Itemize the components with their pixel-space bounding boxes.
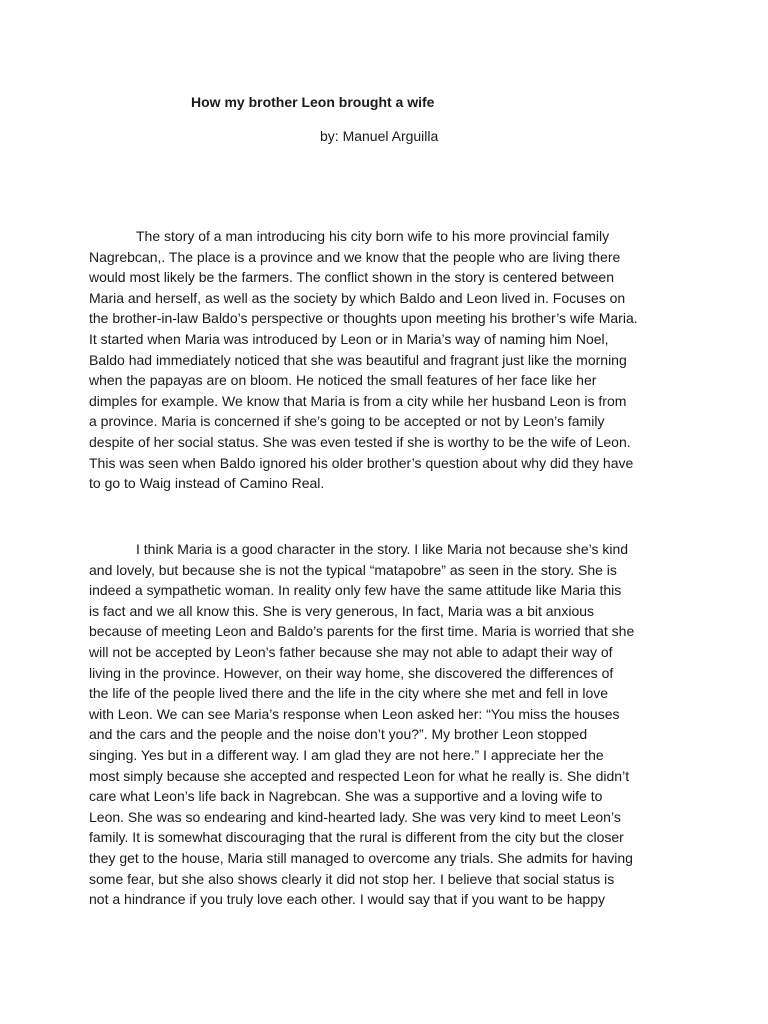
paragraph-line: the life of the people lived there and the life in the city where she met and fell in love	[89, 685, 609, 702]
paragraph-line: when the papayas are on bloom. He noticed the small features of her face like her	[89, 372, 597, 389]
document-title: How my brother Leon brought a wife	[191, 94, 435, 110]
paragraph-line: Leon. She was so endearing and kind-hearted lady. She was very kind to meet Leon’s	[89, 808, 621, 825]
paragraph-line: This was seen when Baldo ignored his older brother’s question about why did they have	[89, 454, 634, 471]
paragraph-line: most simply because she accepted and respected Leon for what he really is. She didn’t	[89, 767, 630, 784]
paragraph-line: because of meeting Leon and Baldo’s parents for the first time. Maria is worried that she	[89, 623, 635, 640]
paragraph-line: to go to Waig instead of Camino Real.	[89, 475, 325, 492]
paragraph-line: Nagrebcan,. The place is a province and we know that the people who are living there	[89, 248, 621, 265]
paragraph-line: and the cars and the people and the noise don’t you?”. My brother Leon stopped	[89, 726, 588, 743]
paragraph-line: and lovely, but because she is not the typical “matapobre” as seen in the story. She is	[89, 561, 617, 578]
paragraph-line: a province. Maria is concerned if she’s going to be accepted or not by Leon’s family	[89, 413, 605, 430]
paragraph-1	[89, 226, 638, 494]
paragraph-line: The story of a man introducing his city born wife to his more provincial family	[136, 228, 610, 244]
paragraph-line: care what Leon’s life back in Nagrebcan. She was a supportive and a loving wife to	[89, 788, 603, 805]
paragraph-line: dimples for example. We know that Maria is from a city while her husband Leon is from	[89, 392, 627, 409]
paragraph-line: despite of her social status. She was even tested if she is worthy to be the wife of Leon.	[89, 433, 631, 450]
paragraph-line: living in the province. However, on their way home, she discovered the differences of	[89, 664, 614, 681]
paragraph-line: will not be accepted by Leon’s father because she may not able to adapt their way of	[89, 643, 613, 660]
paragraph-line: indeed a sympathetic woman. In reality only few have the same attitude like Maria this	[89, 582, 622, 599]
paragraph-line: singing. Yes but in a different way. I am glad they are not here.” I appreciate her the	[89, 746, 604, 763]
paragraph-line: It started when Maria was introduced by Leon or in Maria’s way of naming him Noel,	[89, 330, 609, 347]
paragraph-line: Baldo had immediately noticed that she was beautiful and fragrant just like the morning	[89, 351, 627, 368]
paragraph-line: family. It is somewhat discouraging that the rural is different from the city but the closer	[89, 829, 624, 846]
paragraph-line: Maria and herself, as well as the society by which Baldo and Leon lived in. Focuses on	[89, 289, 626, 306]
paragraph-line: not a hindrance if you truly love each other. I would say that if you want to be happy	[89, 891, 605, 908]
author-byline: by: Manuel Arguilla	[320, 128, 439, 144]
paragraph-line: would most likely be the farmers. The conflict shown in the story is centered between	[89, 269, 614, 286]
paragraph-line: the brother-in-law Baldo’s perspective or thoughts upon meeting his brother’s wife Maria.	[89, 310, 638, 327]
paragraph-line: with Leon. We can see Maria’s response when Leon asked her: “You miss the houses	[89, 705, 620, 722]
paragraph-line: they get to the house, Maria still managed to overcome any trials. She admits for having	[89, 849, 633, 866]
paragraph-2	[89, 539, 634, 910]
paragraph-line: some fear, but she also shows clearly it did not stop her. I believe that social status is	[89, 870, 615, 887]
paragraph-line: I think Maria is a good character in the story. I like Maria not because she’s kind	[136, 541, 629, 557]
paragraph-line: is fact and we all know this. She is very generous, In fact, Maria was a bit anxious	[89, 602, 595, 619]
